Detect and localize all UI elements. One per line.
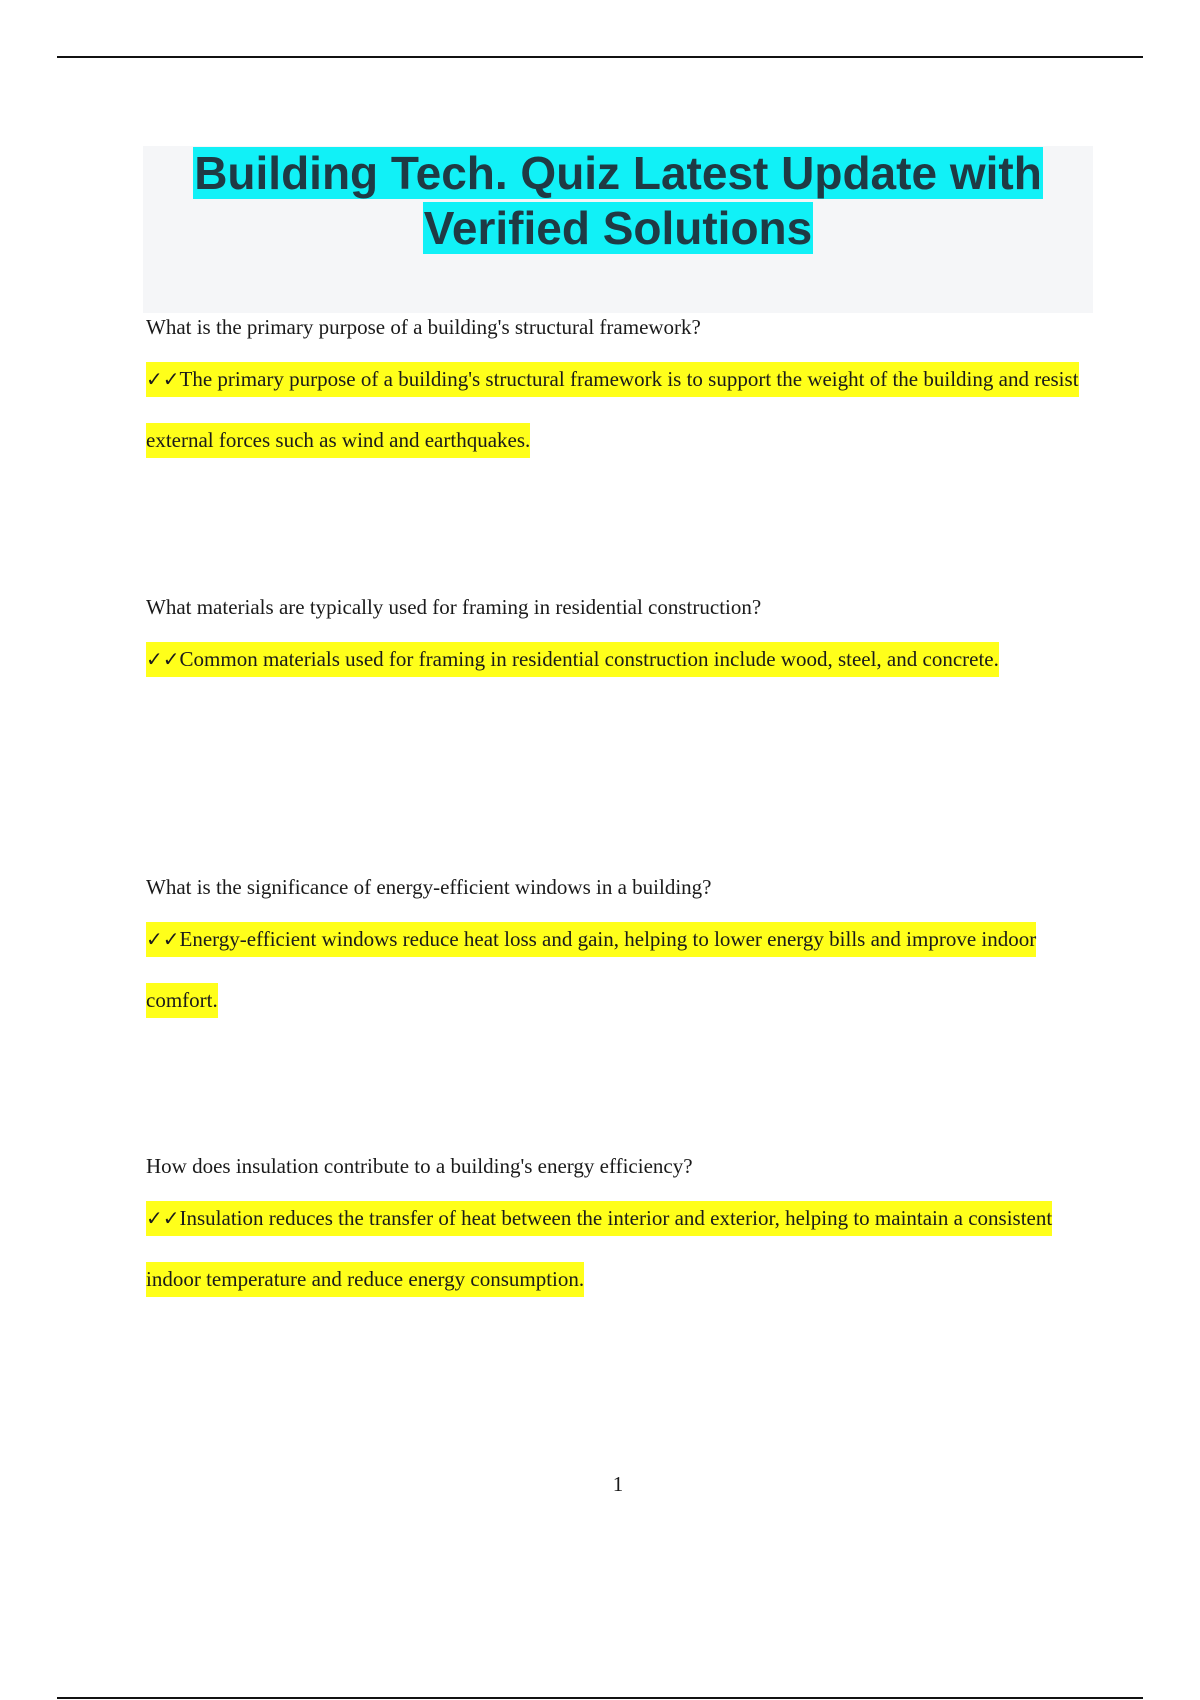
question-text: What is the primary purpose of a building's structural framework? [146, 315, 701, 339]
answer-text [146, 629, 1096, 690]
title-block [143, 146, 1093, 313]
qa-item-3 [146, 874, 1096, 1031]
answer-text [146, 349, 1096, 471]
title-highlight: Building Tech. Quiz Latest Update with Verified Solutions [194, 147, 1042, 254]
answer-body: The primary purpose of a building's structural framework is to support the weight of the building and resist external forces such as wind and earthquakes. [146, 367, 1079, 452]
answer-text [146, 909, 1096, 1031]
answer-text [146, 1188, 1096, 1310]
qa-item-4 [146, 1153, 1096, 1310]
question-text: What is the significance of energy-efficient windows in a building? [146, 875, 712, 899]
top-rule [57, 56, 1143, 58]
answer-body: Insulation reduces the transfer of heat between the interior and exterior, helping to maintain a consistent indoor temperature and reduce energy consumption. [146, 1206, 1053, 1291]
qa-item-1 [146, 314, 1096, 471]
check-icon: ✓✓ [146, 647, 180, 671]
answer-body: Common materials used for framing in residential construction include wood, steel, and concrete. [179, 647, 999, 671]
answer-body: Energy-efficient windows reduce heat loss and gain, helping to lower energy bills and improve indoor comfort. [146, 927, 1037, 1012]
page-number: 1 [612, 1472, 624, 1496]
check-icon: ✓✓ [146, 927, 180, 951]
qa-item-2 [146, 594, 1096, 690]
check-icon: ✓✓ [146, 1206, 180, 1230]
document-title [143, 146, 1093, 256]
question-text: How does insulation contribute to a building's energy efficiency? [146, 1154, 693, 1178]
question-text: What materials are typically used for framing in residential construction? [146, 595, 762, 619]
check-icon: ✓✓ [146, 367, 180, 391]
bottom-rule [57, 1697, 1143, 1699]
